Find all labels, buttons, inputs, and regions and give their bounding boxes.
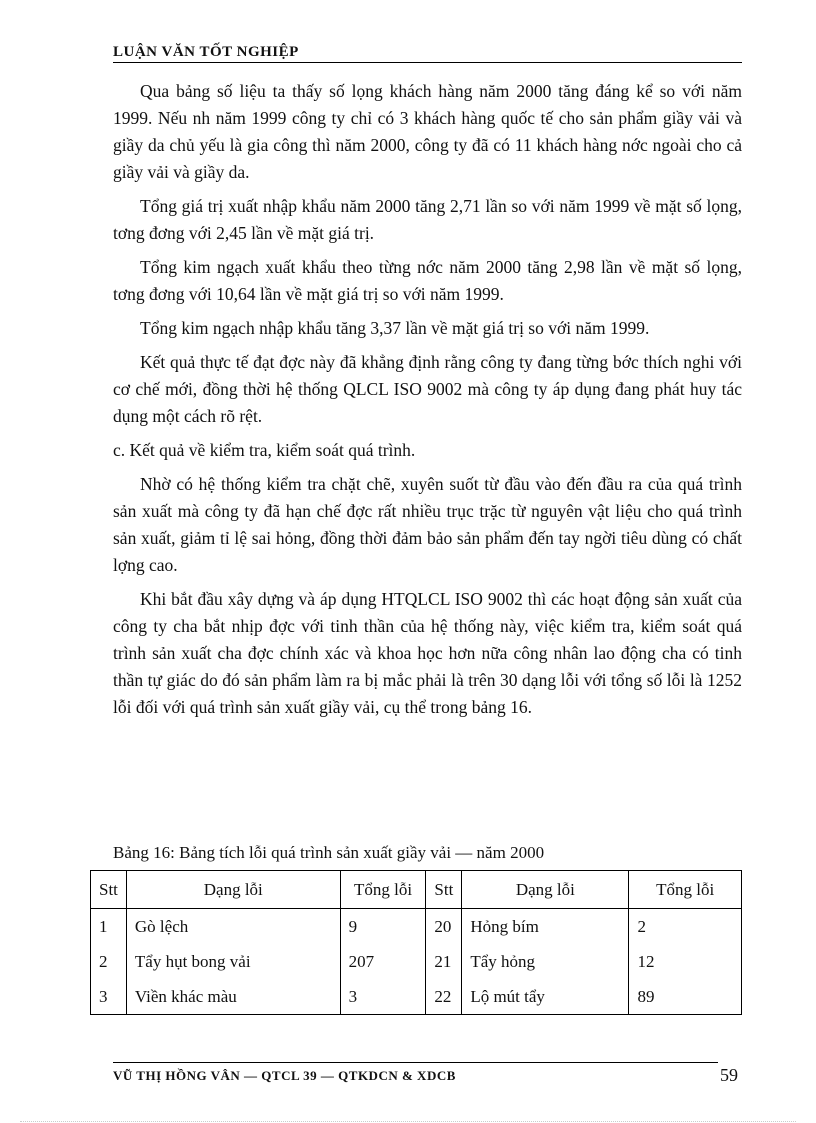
table-header-cell: Stt bbox=[91, 871, 127, 909]
table-cell: 12 bbox=[629, 944, 742, 979]
table-cell: 89 bbox=[629, 979, 742, 1015]
table-row bbox=[91, 979, 742, 1015]
table-cell: 2 bbox=[91, 944, 127, 979]
paragraph: Khi bắt đầu xây dựng và áp dụng HTQLCL ISO 9002 thì các hoạt động sản xuất của công ty cha bắt nhịp đợc với tinh thần của hệ thống này, việc kiểm tra, kiểm soát quá trình sản xuất cha đợc chính xác và khoa học hơn nữa công nhân lao động cha có tinh thần tự giác do đó sản phẩm làm ra bị mắc phải là trên 30 dạng lỗi với tổng số lỗi là 1252 lỗi đối với quá trình sản xuất giầy vải, cụ thể trong bảng 16. bbox=[113, 589, 742, 717]
table-cell: Hỏng bím bbox=[462, 909, 629, 945]
table-cell: 3 bbox=[91, 979, 127, 1015]
table-cell: Gò lệch bbox=[126, 909, 340, 945]
table-cell: 2 bbox=[629, 909, 742, 945]
paragraph: Tổng kim ngạch nhập khẩu tăng 3,37 lần về mặt giá trị so với năm 1999. bbox=[140, 318, 650, 338]
page-edge-divider bbox=[20, 1121, 796, 1122]
table-header-cell: Tổng lỗi bbox=[629, 871, 742, 909]
footer-author: VŨ THỊ HỒNG VÂN — QTCL 39 — QTKDCN & XDCB bbox=[113, 1068, 456, 1083]
table-row bbox=[91, 944, 742, 979]
table-cell: 9 bbox=[340, 909, 426, 945]
table-header-cell: Tổng lỗi bbox=[340, 871, 426, 909]
body-text bbox=[113, 78, 742, 728]
table-header-cell: Stt bbox=[426, 871, 462, 909]
paragraph: Qua bảng số liệu ta thấy số lọng khách hàng năm 2000 tăng đáng kể so với năm 1999. Nếu nh năm 1999 công ty chỉ có 3 khách hàng quốc tế cho sản phẩm giầy vải và giầy da chủ yếu là gia công thì năm 2000, công ty đã có 11 khách hàng nớc ngoài cho cả giầy vải và giầy da. bbox=[113, 81, 742, 182]
table-cell: 20 bbox=[426, 909, 462, 945]
defect-table bbox=[90, 870, 742, 1015]
paragraph: Nhờ có hệ thống kiểm tra chặt chẽ, xuyên suốt từ đầu vào đến đầu ra của quá trình sản xuất mà công ty đã hạn chế đợc rất nhiều trục trặc từ nguyên vật liệu cho quá trình sản xuất, giảm tỉ lệ sai hỏng, đồng thời đảm bảo sản phẩm đến tay ngời tiêu dùng có chất lợng cao. bbox=[113, 474, 742, 575]
table-cell: Tẩy hỏng bbox=[462, 944, 629, 979]
table-row bbox=[91, 909, 742, 945]
section-heading: c. Kết quả về kiểm tra, kiểm soát quá trình. bbox=[113, 440, 416, 460]
paragraph: Tổng giá trị xuất nhập khẩu năm 2000 tăng 2,71 lần so với năm 1999 về mặt số lọng, tơng đơng với 2,45 lần về mặt giá trị. bbox=[113, 196, 742, 243]
page-number: 59 bbox=[720, 1065, 738, 1085]
paragraph: Kết quả thực tế đạt đợc này đã khẳng định rằng công ty đang từng bớc thích nghi với cơ chế mới, đồng thời hệ thống QLCL ISO 9002 mà công ty áp dụng đang phát huy tác dụng một cách rõ rệt. bbox=[113, 352, 742, 426]
footer-rule bbox=[113, 1062, 718, 1063]
table-cell: 207 bbox=[340, 944, 426, 979]
table-cell: 1 bbox=[91, 909, 127, 945]
header-rule bbox=[113, 62, 742, 63]
table-header-row bbox=[91, 871, 742, 909]
table-caption: Bảng 16: Bảng tích lỗi quá trình sản xuất giầy vải — năm 2000 bbox=[113, 843, 545, 862]
table-cell: 21 bbox=[426, 944, 462, 979]
paragraph: Tổng kim ngạch xuất khẩu theo từng nớc năm 2000 tăng 2,98 lần về mặt số lọng, tơng đơng với 10,64 lần về mặt giá trị so với năm 1999. bbox=[113, 257, 742, 304]
table-cell: 22 bbox=[426, 979, 462, 1015]
table-header-cell: Dạng lỗi bbox=[126, 871, 340, 909]
header-title: LUẬN VĂN TỐT NGHIỆP bbox=[113, 44, 299, 60]
table-cell: Lộ mút tẩy bbox=[462, 979, 629, 1015]
table-cell: Tẩy hụt bong vải bbox=[126, 944, 340, 979]
table-header-cell: Dạng lỗi bbox=[462, 871, 629, 909]
table-cell: 3 bbox=[340, 979, 426, 1015]
table-cell: Viền khác màu bbox=[126, 979, 340, 1015]
